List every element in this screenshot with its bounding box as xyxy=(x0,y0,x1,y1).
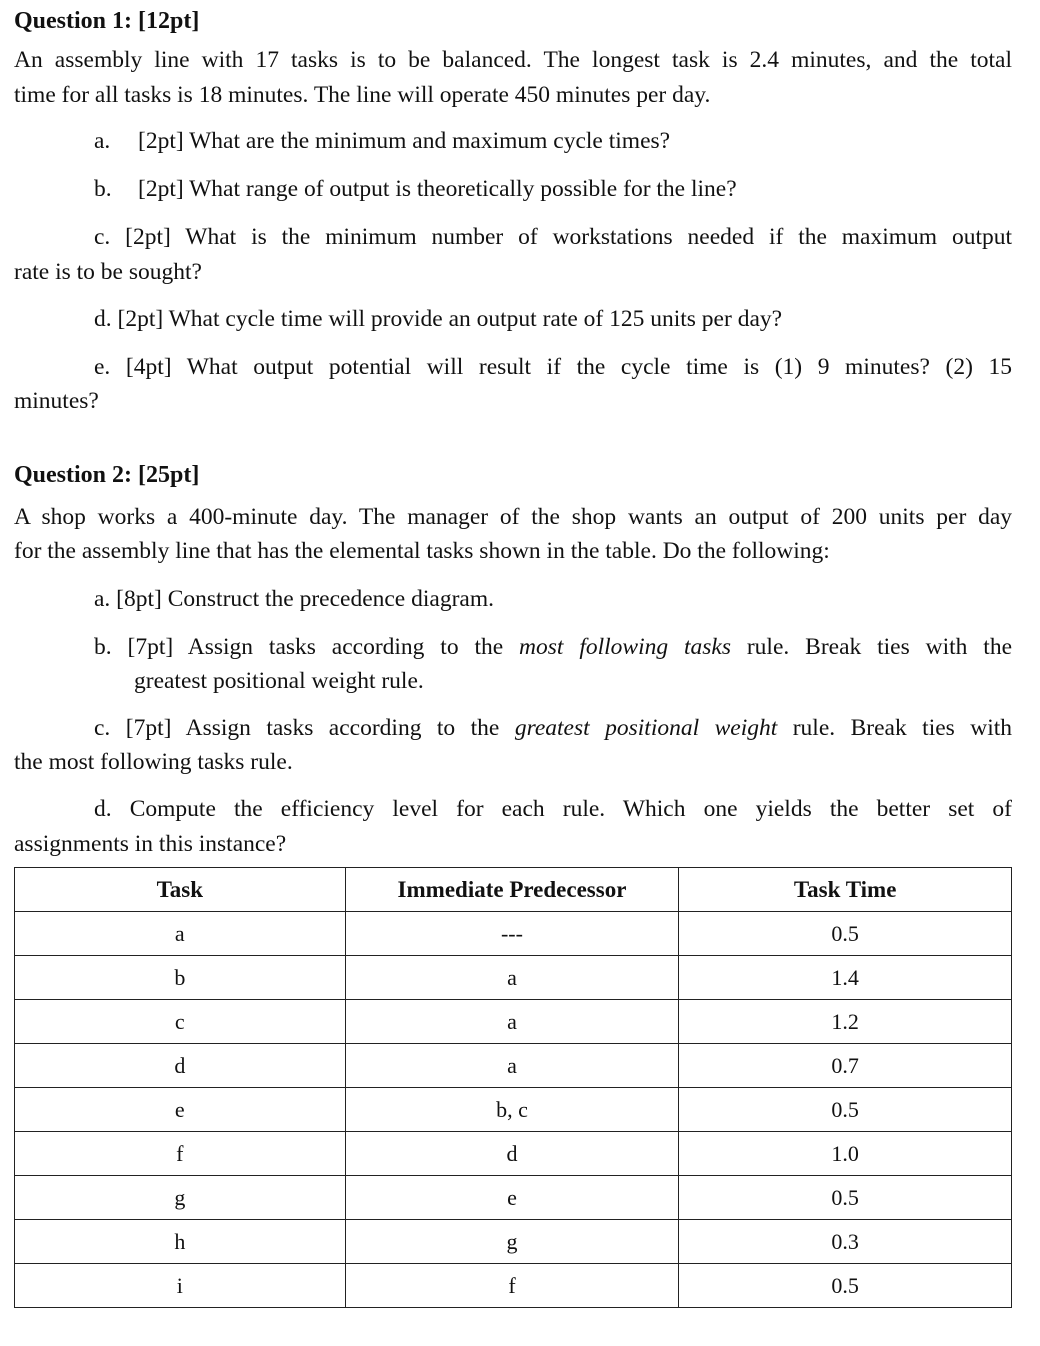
header-task-time: Task Time xyxy=(679,868,1012,912)
task-time-cell: 0.5 xyxy=(679,912,1012,956)
predecessor-cell: a xyxy=(345,1044,679,1088)
predecessor-cell: a xyxy=(345,956,679,1000)
predecessor-cell: e xyxy=(345,1176,679,1220)
task-time-cell: 0.5 xyxy=(679,1264,1012,1308)
question-2-intro-line-2: for the assembly line that has the elemental tasks shown in the table. Do the following: xyxy=(14,538,830,564)
task-cell: d xyxy=(15,1044,346,1088)
task-cell: b xyxy=(15,956,346,1000)
question-1-part-d: d. [2pt] What cycle time will provide an output rate of 125 units per day? xyxy=(94,306,783,332)
question-2-part-d-line-2: assignments in this instance? xyxy=(14,831,287,857)
table-row xyxy=(15,1176,1012,1220)
task-time-cell: 0.3 xyxy=(679,1220,1012,1264)
task-cell: i xyxy=(15,1264,346,1308)
task-cell: g xyxy=(15,1176,346,1220)
question-2-part-b-emphasis: most following tasks xyxy=(519,634,731,660)
question-2-part-c-emphasis: greatest positional weight xyxy=(514,715,778,741)
question-1-part-e-line-2: minutes? xyxy=(14,388,99,414)
question-2-part-b-line-2: greatest positional weight rule. xyxy=(134,668,424,694)
predecessor-cell: --- xyxy=(345,912,679,956)
task-time-cell: 1.2 xyxy=(679,1000,1012,1044)
table-row xyxy=(15,956,1012,1000)
table-row xyxy=(15,1044,1012,1088)
question-2-part-a: a. [8pt] Construct the precedence diagram. xyxy=(94,586,494,612)
question-2-part-c-post: rule. Break ties with xyxy=(792,715,1012,741)
question-1-title: Question 1: [12pt] xyxy=(14,8,200,34)
table-row xyxy=(15,912,1012,956)
question-1-part-e-line-1: e. [4pt] What output potential will result if the cycle time is (1) 9 minutes? (2) 15 xyxy=(94,354,1012,380)
question-1-part-c-line-1: c. [2pt] What is the minimum number of workstations needed if the maximum output xyxy=(94,224,1012,250)
task-cell: c xyxy=(15,1000,346,1044)
predecessor-cell: g xyxy=(345,1220,679,1264)
question-2-part-b-post: rule. Break ties with the xyxy=(746,634,1012,660)
task-time-cell: 0.5 xyxy=(679,1176,1012,1220)
predecessor-cell: f xyxy=(345,1264,679,1308)
task-cell: e xyxy=(15,1088,346,1132)
table-row xyxy=(15,1264,1012,1308)
question-2-part-b-pre: b. [7pt] Assign tasks according to the xyxy=(94,634,504,660)
question-1-intro-line-2: time for all tasks is 18 minutes. The line will operate 450 minutes per day. xyxy=(14,82,711,108)
table-row xyxy=(15,1000,1012,1044)
table-row xyxy=(15,1132,1012,1176)
question-2-intro-line-1: A shop works a 400-minute day. The manager of the shop wants an output of 200 units per day xyxy=(14,504,1012,530)
question-2-title: Question 2: [25pt] xyxy=(14,462,200,488)
question-1-part-b-label: b. xyxy=(94,176,112,202)
question-1-part-a-label: a. xyxy=(94,128,111,154)
question-1-part-c-line-2: rate is to be sought? xyxy=(14,259,202,285)
task-time-cell: 1.0 xyxy=(679,1132,1012,1176)
predecessor-cell: d xyxy=(345,1132,679,1176)
header-immediate-predecessor: Immediate Predecessor xyxy=(345,868,679,912)
task-time-cell: 0.7 xyxy=(679,1044,1012,1088)
question-2-part-b-line-1 xyxy=(94,630,1012,664)
header-task: Task xyxy=(15,868,346,912)
question-2-part-c-line-2: the most following tasks rule. xyxy=(14,749,293,775)
table-header-row xyxy=(15,868,1012,912)
task-time-cell: 0.5 xyxy=(679,1088,1012,1132)
question-1-intro-line-1: An assembly line with 17 tasks is to be balanced. The longest task is 2.4 minutes, and the total xyxy=(14,47,1012,73)
question-2-part-d-line-1: d. Compute the efficiency level for each rule. Which one yields the better set of xyxy=(94,796,1012,822)
table-row xyxy=(15,1220,1012,1264)
task-table xyxy=(14,867,1012,1308)
question-1-part-b: [2pt] What range of output is theoretically possible for the line? xyxy=(138,176,737,202)
question-2-part-c-pre: c. [7pt] Assign tasks according to the xyxy=(94,715,500,741)
task-cell: f xyxy=(15,1132,346,1176)
task-cell: a xyxy=(15,912,346,956)
question-1-part-a: [2pt] What are the minimum and maximum cycle times? xyxy=(138,128,671,154)
table-row xyxy=(15,1088,1012,1132)
predecessor-cell: a xyxy=(345,1000,679,1044)
question-2-part-c-line-1 xyxy=(94,711,1012,745)
task-cell: h xyxy=(15,1220,346,1264)
task-time-cell: 1.4 xyxy=(679,956,1012,1000)
predecessor-cell: b, c xyxy=(345,1088,679,1132)
